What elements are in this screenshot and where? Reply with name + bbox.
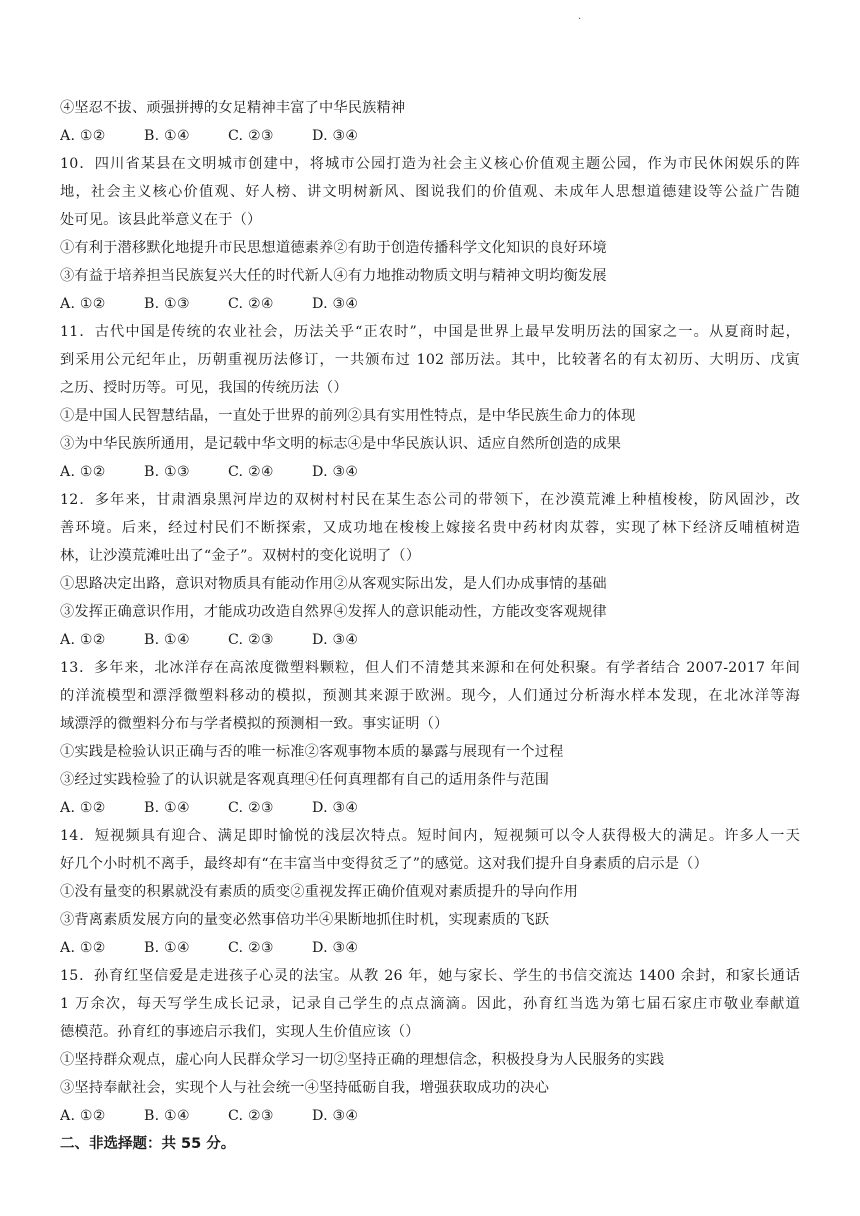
question-stem-line: 10．四川省某县在文明城市创建中，将城市公园打造为社会主义核心价值观主题公园，作为市民休闲娱乐的阵	[60, 156, 800, 172]
question-12	[60, 486, 800, 654]
answer-choices	[60, 794, 800, 822]
choice-b: B. ①④	[144, 128, 190, 144]
option-line: ①没有量变的积累就没有素质的质变②重视发挥正确价值观对素质提升的导向作用	[60, 884, 578, 900]
question-stem-line: 域漂浮的微塑料分布与学者模拟的预测相一致。事实证明（）	[60, 716, 449, 732]
question-15	[60, 962, 800, 1130]
choice-b: B. ①④	[144, 940, 190, 956]
answer-choices	[60, 626, 800, 654]
choice-d: D. ③④	[312, 632, 359, 648]
option-line: ③背离素质发展方向的量变必然事倍功半④果断地抓住时机，实现素质的飞跃	[60, 912, 550, 928]
choice-c: C. ②③	[228, 632, 274, 648]
question-stem-line: 11．古代中国是传统的农业社会，历法关乎“正农时”，中国是世界上最早发明历法的国家之一。从夏商时起，	[60, 324, 800, 340]
choice-a: A. ①②	[60, 800, 106, 816]
choice-d: D. ③④	[312, 1108, 359, 1124]
choice-c: C. ②④	[228, 296, 274, 312]
option-line: ①是中国人民智慧结晶，一直处于世界的前列②具有实用性特点，是中华民族生命力的体现	[60, 408, 636, 424]
question-stem-line: 15．孙育红坚信爱是走进孩子心灵的法宝。从教 26 年，她与家长、学生的书信交流达 1400 余封，和家长通话	[60, 968, 800, 984]
choice-c: C. ②③	[228, 128, 274, 144]
lead-choices	[60, 122, 800, 150]
question-14	[60, 822, 800, 962]
question-stem-line: 的洋流模型和漂浮微塑料移动的模拟，预测其来源于欧洲。现今，人们通过分析海水样本发现，在北冰洋等海	[60, 688, 800, 704]
choice-d: D. ③④	[312, 940, 359, 956]
question-stem-line: 地，社会主义核心价值观、好人榜、讲文明树新风、图说我们的价值观、未成年人思想道德建设等公益广告随	[60, 184, 800, 200]
choice-a: A. ①②	[60, 128, 106, 144]
choice-c: C. ②③	[228, 1108, 274, 1124]
section-heading: 二、非选择题：共 55 分。	[60, 1136, 236, 1152]
question-stem-line: 到采用公元纪年止，历朝重视历法修订，一共颁布过 102 部历法。其中，比较著名的有太初历、大明历、戊寅	[60, 352, 800, 368]
lead-option-line: ④坚忍不拔、顽强拼搏的女足精神丰富了中华民族精神	[60, 100, 406, 116]
option-line: ③有益于培养担当民族复兴大任的时代新人④有力地推动物质文明与精神文明均衡发展	[60, 268, 607, 284]
choice-a: A. ①②	[60, 296, 106, 312]
choice-c: C. ②③	[228, 940, 274, 956]
question-stem-line: 1 万余次，每天写学生成长记录，记录自己学生的点点滴滴。因此，孙育红当选为第七届石家庄市敬业奉献道	[60, 996, 800, 1012]
option-line: ③经过实践检验了的认识就是客观真理④任何真理都有自己的适用条件与范围	[60, 772, 550, 788]
answer-choices	[60, 934, 800, 962]
question-13	[60, 654, 800, 822]
answer-choices	[60, 290, 800, 318]
choice-a: A. ①②	[60, 1108, 106, 1124]
answer-choices	[60, 1102, 800, 1130]
question-stem-line: 13．多年来，北冰洋存在高浓度微塑料颗粒，但人们不清楚其来源和在何处积聚。有学者结合 2007-2017 年间	[60, 660, 800, 676]
question-stem-line: 之历、授时历等。可见，我国的传统历法（）	[60, 380, 348, 396]
question-10	[60, 150, 800, 318]
answer-choices	[60, 458, 800, 486]
choice-a: A. ①②	[60, 632, 106, 648]
option-line: ①思路决定出路，意识对物质具有能动作用②从客观实际出发，是人们办成事情的基础	[60, 576, 607, 592]
choice-d: D. ③④	[312, 128, 359, 144]
option-line: ①实践是检验认识正确与否的唯一标准②客观事物本质的暴露与展现有一个过程	[60, 744, 564, 760]
option-line: ①有利于潜移默化地提升市民思想道德素养②有助于创造传播科学文化知识的良好环境	[60, 240, 607, 256]
option-line: ③为中华民族所通用，是记载中华文明的标志④是中华民族认识、适应自然所创造的成果	[60, 436, 622, 452]
question-11	[60, 318, 800, 486]
choice-b: B. ①④	[144, 632, 190, 648]
question-stem-line: 14．短视频具有迎合、满足即时愉悦的浅层次特点。短时间内，短视频可以令人获得极大的满足。许多人一天	[60, 828, 800, 844]
question-stem-line: 林，让沙漠荒滩吐出了“金子”。双树村的变化说明了（）	[60, 548, 421, 564]
choice-d: D. ③④	[312, 800, 359, 816]
choice-a: A. ①②	[60, 464, 106, 480]
choice-b: B. ①③	[144, 296, 190, 312]
choice-b: B. ①④	[144, 1108, 190, 1124]
choice-d: D. ③④	[312, 296, 359, 312]
question-stem-line: 好几个小时机不离手，最终却有“在丰富当中变得贫乏了”的感觉。这对我们提升自身素质的启示是（）	[60, 856, 708, 872]
exam-page	[60, 94, 800, 1158]
choice-c: C. ②④	[228, 464, 274, 480]
choice-a: A. ①②	[60, 940, 106, 956]
option-line: ③坚持奉献社会，实现个人与社会统一④坚持砥砺自我，增强获取成功的决心	[60, 1080, 550, 1096]
header-mark: ·	[578, 14, 582, 25]
choice-d: D. ③④	[312, 464, 359, 480]
choice-b: B. ①③	[144, 464, 190, 480]
option-line: ①坚持群众观点，虚心向人民群众学习一切②坚持正确的理想信念，积极投身为人民服务的实践	[60, 1052, 665, 1068]
option-line: ③发挥正确意识作用，才能成功改造自然界④发挥人的意识能动性，方能改变客观规律	[60, 604, 607, 620]
question-stem-line: 德模范。孙育红的事迹启示我们，实现人生价值应该（）	[60, 1024, 420, 1040]
question-stem-line: 善环境。后来，经过村民们不断探索，又成功地在梭梭上嫁接名贵中药材肉苁蓉，实现了林下经济反哺植树造	[60, 520, 800, 536]
question-stem-line: 12．多年来，甘肃酒泉黑河岸边的双树村村民在某生态公司的带领下，在沙漠荒滩上种植梭梭，防风固沙，改	[60, 492, 800, 508]
question-stem-line: 处可见。该县此举意义在于（）	[60, 212, 262, 228]
choice-c: C. ②③	[228, 800, 274, 816]
choice-b: B. ①④	[144, 800, 190, 816]
